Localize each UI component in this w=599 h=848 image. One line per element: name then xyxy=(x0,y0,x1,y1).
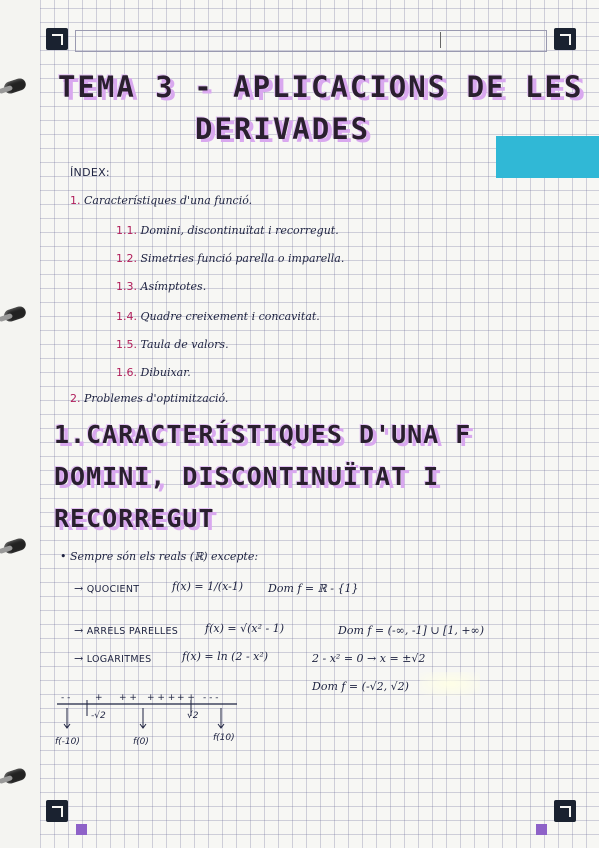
arrow-down-icon xyxy=(218,708,224,728)
index-subitem-label: Asímptotes. xyxy=(140,280,207,293)
case-quocient xyxy=(74,582,139,595)
index-subitem-label: Domini, discontinuïtat i recorregut. xyxy=(140,224,339,237)
index-subitem-num: 1.1. xyxy=(116,224,137,237)
sign-label: - - - xyxy=(203,693,219,703)
sign-chart xyxy=(55,690,255,752)
arrow-down-icon xyxy=(140,708,146,728)
page-title-line1: TEMA 3 - APLICACIONS DE LES xyxy=(58,70,584,104)
header-box-tick xyxy=(440,32,441,48)
corner-marker-top-left xyxy=(46,28,68,50)
sign-label: + + xyxy=(177,693,195,703)
domain-logaritmes: Dom f = (-√2, √2) xyxy=(312,680,409,693)
index-section-1 xyxy=(70,194,252,207)
case-logaritmes xyxy=(74,652,151,665)
index-subitem-label: Quadre creixement i concavitat. xyxy=(140,310,320,323)
root-label: √2 xyxy=(187,711,199,721)
case-label: QUOCIENT xyxy=(86,584,140,595)
index-heading: ÍNDEX: xyxy=(70,166,110,179)
equation-logaritmes: 2 - x² = 0 → x = ±√2 xyxy=(312,652,426,665)
index-subitem xyxy=(116,280,206,293)
sticky-tab xyxy=(496,136,599,178)
case-label: ARRELS PARELLES xyxy=(86,626,179,637)
index-subitem-label: Taula de valors. xyxy=(140,338,229,351)
index-subitem-num: 1.3. xyxy=(116,280,137,293)
root-label: -√2 xyxy=(91,711,106,721)
case-label: LOGARITMES xyxy=(86,654,152,665)
domain-arrels: Dom f = (-∞, -1] ∪ [1, +∞) xyxy=(338,624,484,637)
index-subitem-label: Dibuixar. xyxy=(140,366,191,379)
index-section-1-label: Característiques d'una funció. xyxy=(84,194,253,207)
sign-label: + + + xyxy=(147,693,176,703)
corner-marker-top-right xyxy=(554,28,576,50)
section-title-line2: DOMINI, DISCONTINUÏTAT I xyxy=(54,462,440,491)
index-subitem-num: 1.2. xyxy=(116,252,137,265)
formula-logaritmes: f(x) = ln (2 - x²) xyxy=(182,650,269,663)
corner-marker-bottom-left xyxy=(46,800,68,822)
bottom-marker xyxy=(536,824,547,835)
formula-arrels: f(x) = √(x² - 1) xyxy=(205,622,284,635)
index-subitem-label: Simetries funció parella o imparella. xyxy=(140,252,345,265)
section-title-line1: 1.CARACTERÍSTIQUES D'UNA F xyxy=(54,420,472,449)
index-subitem-num: 1.5. xyxy=(116,338,137,351)
bottom-marker xyxy=(76,824,87,835)
sign-label: + xyxy=(95,693,103,703)
section-title-line3: RECORREGUT xyxy=(54,504,215,533)
index-subitem xyxy=(116,338,229,351)
case-arrels xyxy=(74,624,178,637)
index-section-2 xyxy=(70,392,228,405)
domain-intro: • Sempre són els reals (ℝ) excepte: xyxy=(60,550,259,563)
page-title-line2: DERIVADES xyxy=(195,112,371,146)
index-subitem-num: 1.6. xyxy=(116,366,137,379)
corner-marker-bottom-right xyxy=(554,800,576,822)
arrow-icon: → xyxy=(74,582,84,595)
arrow-icon: → xyxy=(74,652,84,665)
index-subitem xyxy=(116,224,339,237)
index-section-2-num: 2. xyxy=(70,392,81,405)
index-subitem xyxy=(116,252,344,265)
index-section-2-label: Problemes d'optimització. xyxy=(84,392,229,405)
sign-label: - - xyxy=(61,693,71,703)
index-section-1-num: 1. xyxy=(70,194,81,207)
index-subitem xyxy=(116,310,320,323)
page-margin xyxy=(0,0,40,848)
light-glare xyxy=(420,672,480,696)
domain-quocient: Dom f = ℝ - {1} xyxy=(268,582,359,595)
sign-label: + + xyxy=(119,693,137,703)
index-subitem-num: 1.4. xyxy=(116,310,137,323)
eval-label: f(10) xyxy=(213,733,235,743)
formula-quocient: f(x) = 1/(x-1) xyxy=(172,580,244,593)
index-subitem xyxy=(116,366,191,379)
eval-label: f(-10) xyxy=(55,737,80,747)
arrow-icon: → xyxy=(74,624,84,637)
eval-label: f(0) xyxy=(133,737,149,747)
arrow-down-icon xyxy=(64,708,70,728)
header-box xyxy=(75,30,547,52)
